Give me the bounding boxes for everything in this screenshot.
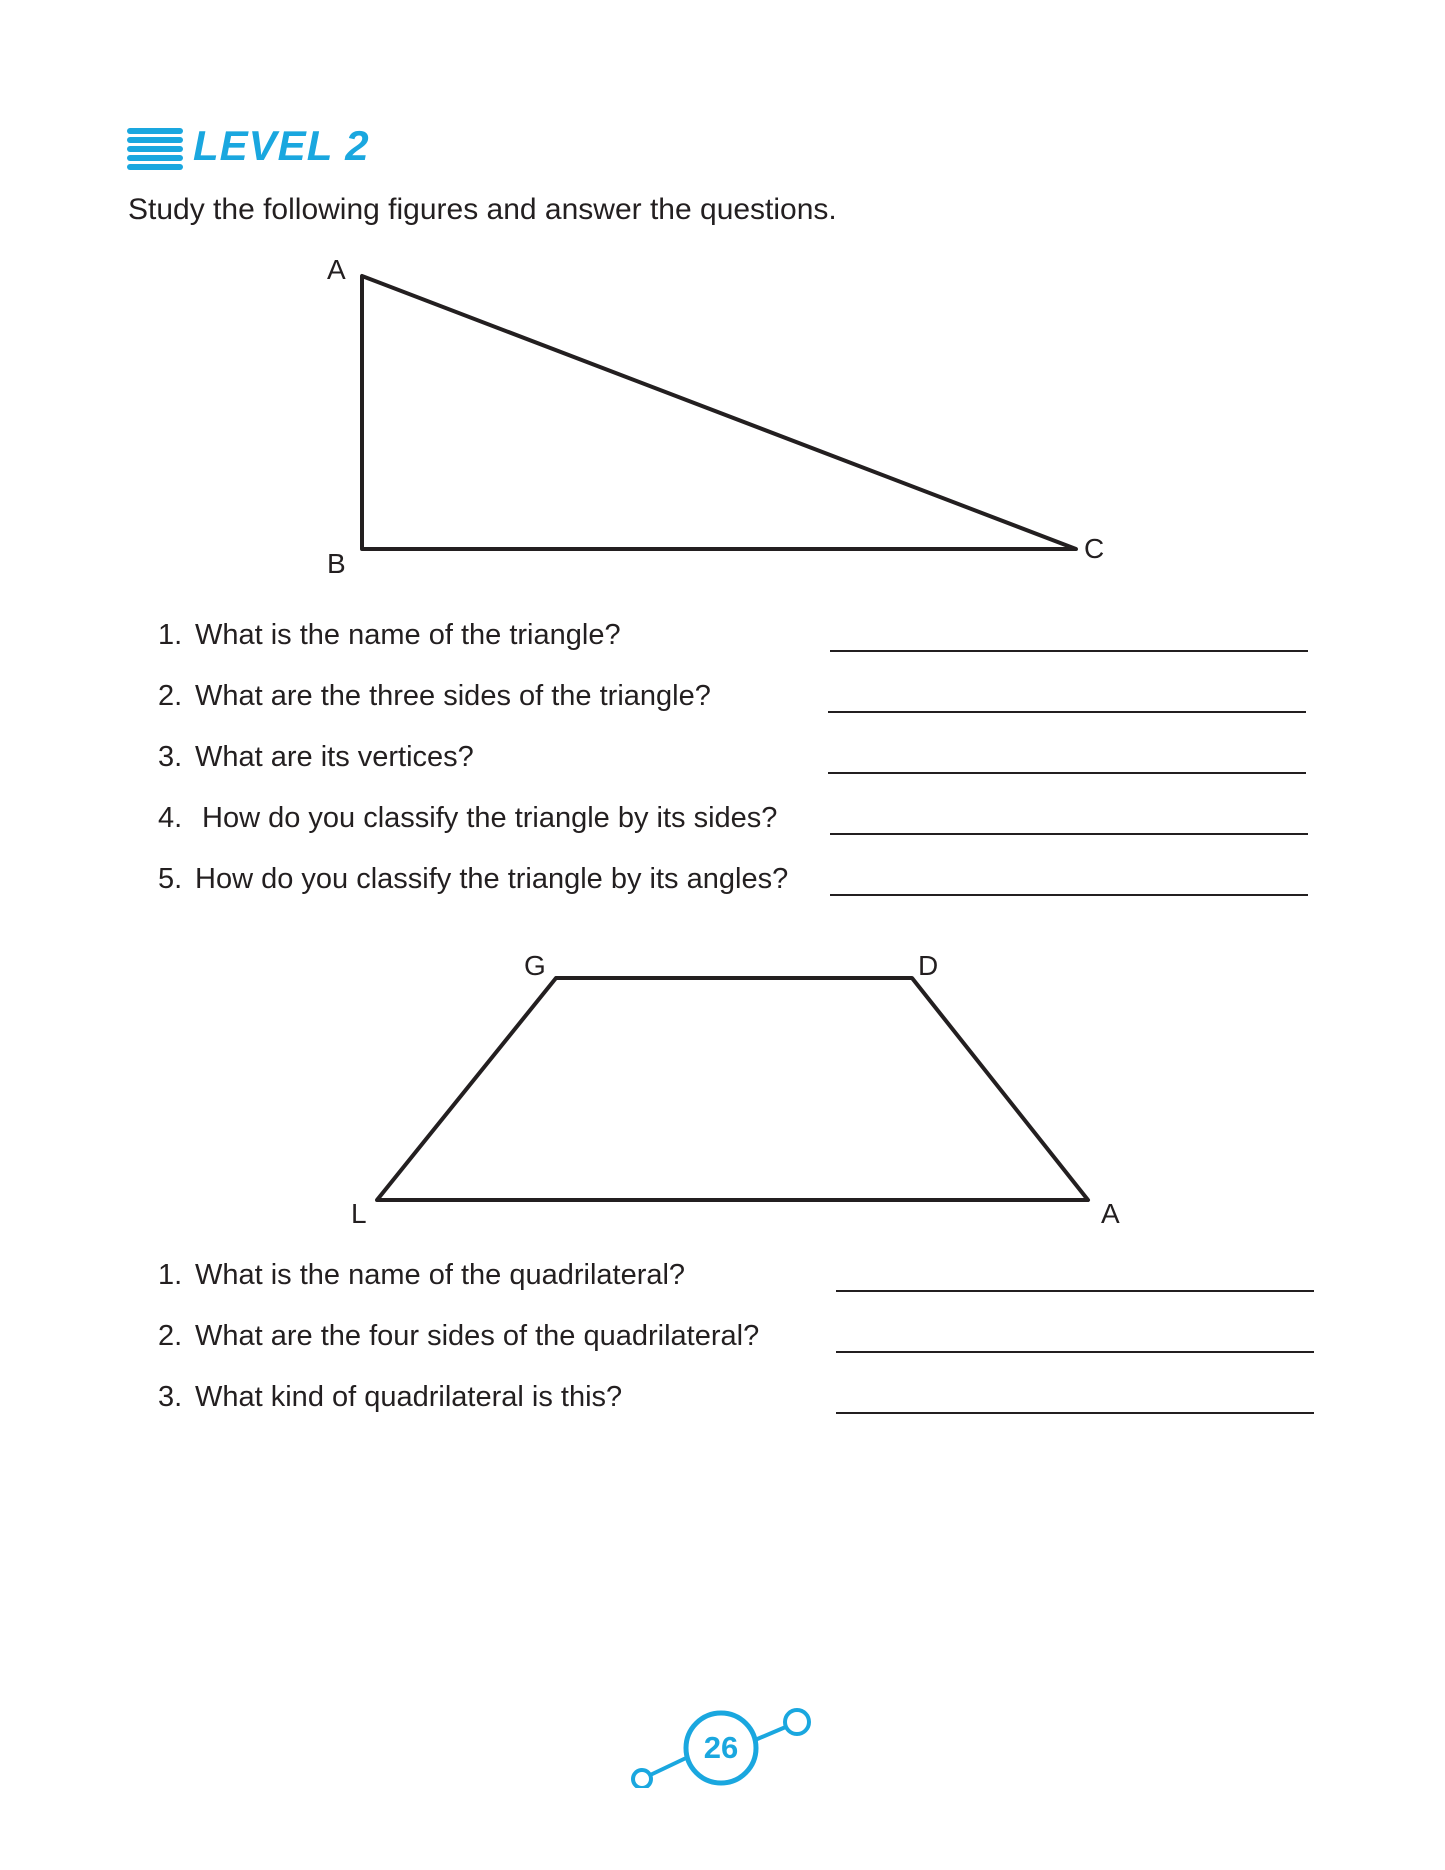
vertex-label-g: G xyxy=(524,950,546,981)
question-text: What are the four sides of the quadrilateral? xyxy=(195,1320,760,1352)
question-text: What is the name of the quadrilateral? xyxy=(195,1259,686,1291)
page-number: 26 xyxy=(703,1730,739,1765)
question-row xyxy=(158,619,1318,659)
question-row xyxy=(158,1259,1318,1299)
triangle-abc xyxy=(362,276,1076,549)
vertex-label-a2: A xyxy=(1101,1198,1120,1229)
question-row xyxy=(158,1381,1318,1421)
question-text: How do you classify the triangle by its sides? xyxy=(202,802,778,834)
question-number: 3. xyxy=(158,741,183,773)
vertex-label-a: A xyxy=(327,254,346,285)
answer-line[interactable] xyxy=(828,772,1306,774)
question-text: What are its vertices? xyxy=(195,741,474,773)
vertex-label-c: C xyxy=(1084,533,1105,564)
answer-line[interactable] xyxy=(836,1290,1314,1292)
answer-line[interactable] xyxy=(830,833,1308,835)
question-number: 3. xyxy=(158,1381,183,1413)
answer-line[interactable] xyxy=(830,894,1308,896)
question-text: What are the three sides of the triangle? xyxy=(195,680,711,712)
question-row xyxy=(158,802,1318,842)
question-number: 5. xyxy=(158,863,183,895)
page-number-badge xyxy=(630,1708,830,1788)
question-number: 2. xyxy=(158,680,183,712)
question-text: How do you classify the triangle by its angles? xyxy=(195,863,789,895)
answer-line[interactable] xyxy=(836,1351,1314,1353)
question-number: 2. xyxy=(158,1320,183,1352)
answer-line[interactable] xyxy=(836,1412,1314,1414)
level-title: LEVEL 2 xyxy=(193,122,370,169)
answer-line[interactable] xyxy=(828,711,1306,713)
question-number: 1. xyxy=(158,1259,183,1291)
question-row xyxy=(158,741,1318,781)
vertex-label-d: D xyxy=(918,950,939,981)
vertex-label-b: B xyxy=(327,548,346,579)
vertex-label-l: L xyxy=(351,1198,367,1229)
question-text: What is the name of the triangle? xyxy=(195,619,621,651)
question-row xyxy=(158,863,1318,903)
question-row xyxy=(158,1320,1318,1360)
triangle-figure xyxy=(327,254,1104,579)
question-number: 1. xyxy=(158,619,183,651)
quadrilateral-figure xyxy=(351,950,1120,1229)
question-row xyxy=(158,680,1318,720)
answer-line[interactable] xyxy=(830,650,1308,652)
question-text: What kind of quadrilateral is this? xyxy=(195,1381,623,1413)
question-number: 4. xyxy=(158,802,183,834)
quadrilateral-gdal xyxy=(377,978,1088,1200)
instruction-text: Study the following figures and answer the questions. xyxy=(128,193,837,226)
